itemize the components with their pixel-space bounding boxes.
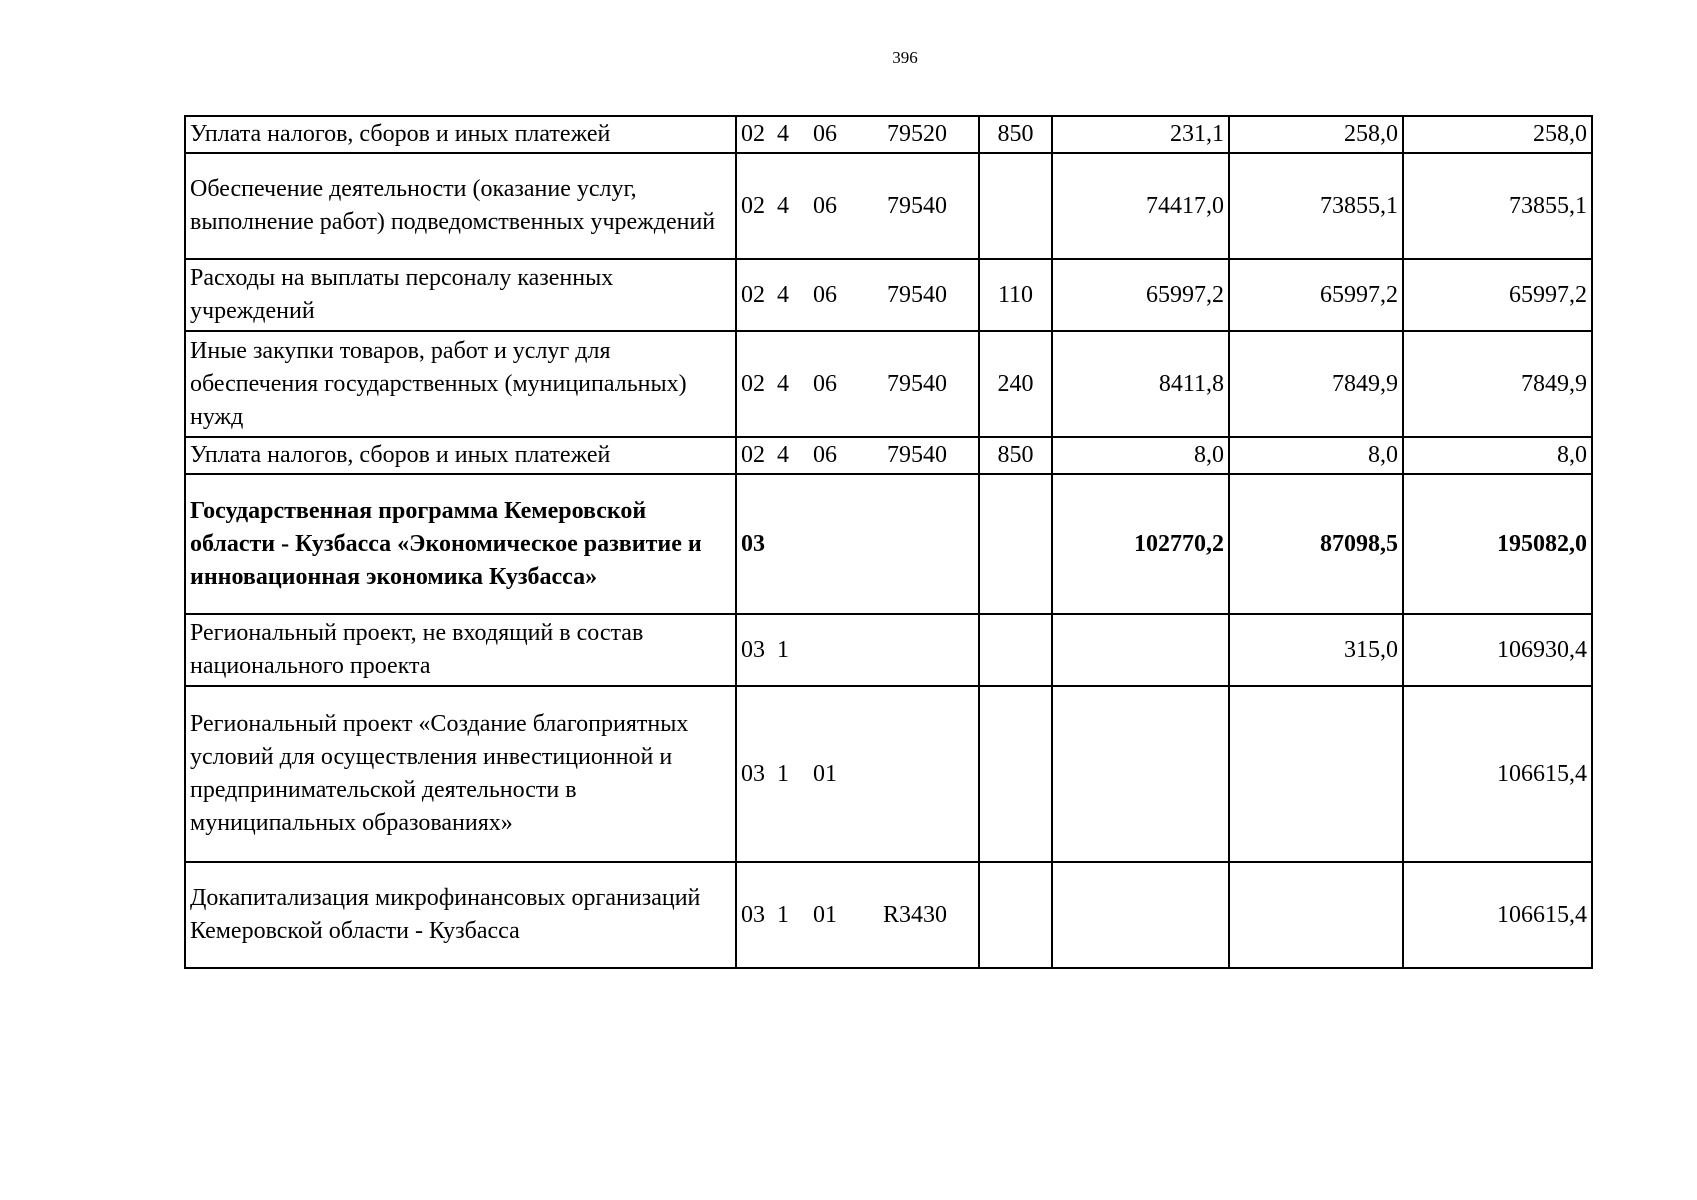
code-program: 03 bbox=[741, 636, 765, 663]
row-value-1: 8,0 bbox=[1052, 437, 1229, 474]
row-value-3: 106615,4 bbox=[1403, 862, 1592, 968]
code-subprogram: 1 bbox=[777, 760, 789, 787]
row-name: Государственная программа Кемеровской области - Кузбасса «Экономическое развитие и инновационная экономика Кузбасса» bbox=[185, 474, 736, 614]
row-name: Региональный проект «Создание благоприятных условий для осуществления инвестиционной и предпринимательской деятельности в муниципальных образованиях» bbox=[185, 686, 736, 862]
code-event: 06 bbox=[813, 192, 837, 219]
row-code bbox=[736, 862, 979, 968]
code-program: 02 bbox=[741, 192, 765, 219]
code-direction: 79540 bbox=[887, 192, 947, 219]
row-value-2 bbox=[1229, 686, 1403, 862]
code-direction: 79540 bbox=[887, 442, 947, 468]
code-direction: 79540 bbox=[887, 370, 947, 397]
row-value-3: 7849,9 bbox=[1403, 331, 1592, 437]
table-row bbox=[185, 259, 1592, 331]
row-name: Расходы на выплаты персоналу казенных учреждений bbox=[185, 259, 736, 331]
code-event: 01 bbox=[813, 901, 837, 928]
code-subprogram: 4 bbox=[777, 192, 789, 219]
code-program: 02 bbox=[741, 121, 765, 147]
code-event: 06 bbox=[813, 370, 837, 397]
table-row bbox=[185, 686, 1592, 862]
row-value-1: 74417,0 bbox=[1052, 153, 1229, 259]
row-code bbox=[736, 153, 979, 259]
row-expense-type bbox=[979, 474, 1052, 614]
table-row bbox=[185, 614, 1592, 686]
row-code bbox=[736, 116, 979, 153]
row-code bbox=[736, 474, 979, 614]
row-value-1: 231,1 bbox=[1052, 116, 1229, 153]
row-value-1 bbox=[1052, 614, 1229, 686]
table-row bbox=[185, 116, 1592, 153]
table-row bbox=[185, 862, 1592, 968]
code-event: 06 bbox=[813, 281, 837, 308]
row-name: Региональный проект, не входящий в состав национального проекта bbox=[185, 614, 736, 686]
code-event: 06 bbox=[813, 121, 837, 147]
row-name: Докапитализация микрофинансовых организаций Кемеровской области - Кузбасса bbox=[185, 862, 736, 968]
row-expense-type bbox=[979, 614, 1052, 686]
row-value-2: 65997,2 bbox=[1229, 259, 1403, 331]
code-direction: R3430 bbox=[882, 901, 947, 928]
row-expense-type bbox=[979, 686, 1052, 862]
code-program: 03 bbox=[741, 901, 765, 928]
code-program: 02 bbox=[741, 281, 765, 308]
row-value-1: 102770,2 bbox=[1052, 474, 1229, 614]
row-value-2: 87098,5 bbox=[1229, 474, 1403, 614]
row-value-2: 7849,9 bbox=[1229, 331, 1403, 437]
page-number: 396 bbox=[892, 48, 918, 67]
table-row bbox=[185, 331, 1592, 437]
code-event: 06 bbox=[813, 442, 837, 468]
row-code bbox=[736, 259, 979, 331]
code-direction: 79540 bbox=[887, 281, 947, 308]
row-value-2: 258,0 bbox=[1229, 116, 1403, 153]
row-value-3: 106930,4 bbox=[1403, 614, 1592, 686]
code-subprogram: 4 bbox=[777, 281, 789, 308]
row-code bbox=[736, 614, 979, 686]
table-row bbox=[185, 153, 1592, 259]
table-row bbox=[185, 474, 1592, 614]
row-value-3: 8,0 bbox=[1403, 437, 1592, 474]
code-subprogram: 1 bbox=[777, 901, 789, 928]
row-value-1: 65997,2 bbox=[1052, 259, 1229, 331]
row-value-2 bbox=[1229, 862, 1403, 968]
row-expense-type: 110 bbox=[979, 259, 1052, 331]
row-value-3: 73855,1 bbox=[1403, 153, 1592, 259]
row-value-3: 258,0 bbox=[1403, 116, 1592, 153]
row-value-1: 8411,8 bbox=[1052, 331, 1229, 437]
row-value-3: 106615,4 bbox=[1403, 686, 1592, 862]
code-direction: 79520 bbox=[887, 121, 947, 147]
row-name: Уплата налогов, сборов и иных платежей bbox=[185, 437, 736, 474]
budget-table bbox=[184, 115, 1593, 969]
code-subprogram: 1 bbox=[777, 636, 789, 663]
row-expense-type bbox=[979, 862, 1052, 968]
code-subprogram: 4 bbox=[777, 370, 789, 397]
code-subprogram: 4 bbox=[777, 121, 789, 147]
row-value-3: 65997,2 bbox=[1403, 259, 1592, 331]
row-value-2: 315,0 bbox=[1229, 614, 1403, 686]
row-code bbox=[736, 437, 979, 474]
code-program: 03 bbox=[741, 530, 765, 557]
code-program: 02 bbox=[741, 442, 765, 468]
code-event: 01 bbox=[813, 760, 837, 787]
row-value-1 bbox=[1052, 686, 1229, 862]
row-value-2: 73855,1 bbox=[1229, 153, 1403, 259]
budget-table-body bbox=[185, 116, 1592, 968]
row-expense-type: 850 bbox=[979, 437, 1052, 474]
row-code bbox=[736, 331, 979, 437]
row-name: Уплата налогов, сборов и иных платежей bbox=[185, 116, 736, 153]
row-expense-type bbox=[979, 153, 1052, 259]
code-subprogram: 4 bbox=[777, 442, 789, 468]
row-expense-type: 850 bbox=[979, 116, 1052, 153]
row-code bbox=[736, 686, 979, 862]
row-expense-type: 240 bbox=[979, 331, 1052, 437]
row-name: Иные закупки товаров, работ и услуг для обеспечения государственных (муниципальных) нужд bbox=[185, 331, 736, 437]
row-value-3: 195082,0 bbox=[1403, 474, 1592, 614]
row-name: Обеспечение деятельности (оказание услуг, выполнение работ) подведомственных учреждений bbox=[185, 153, 736, 259]
code-program: 02 bbox=[741, 370, 765, 397]
row-value-2: 8,0 bbox=[1229, 437, 1403, 474]
table-row bbox=[185, 437, 1592, 474]
row-value-1 bbox=[1052, 862, 1229, 968]
code-program: 03 bbox=[741, 760, 765, 787]
